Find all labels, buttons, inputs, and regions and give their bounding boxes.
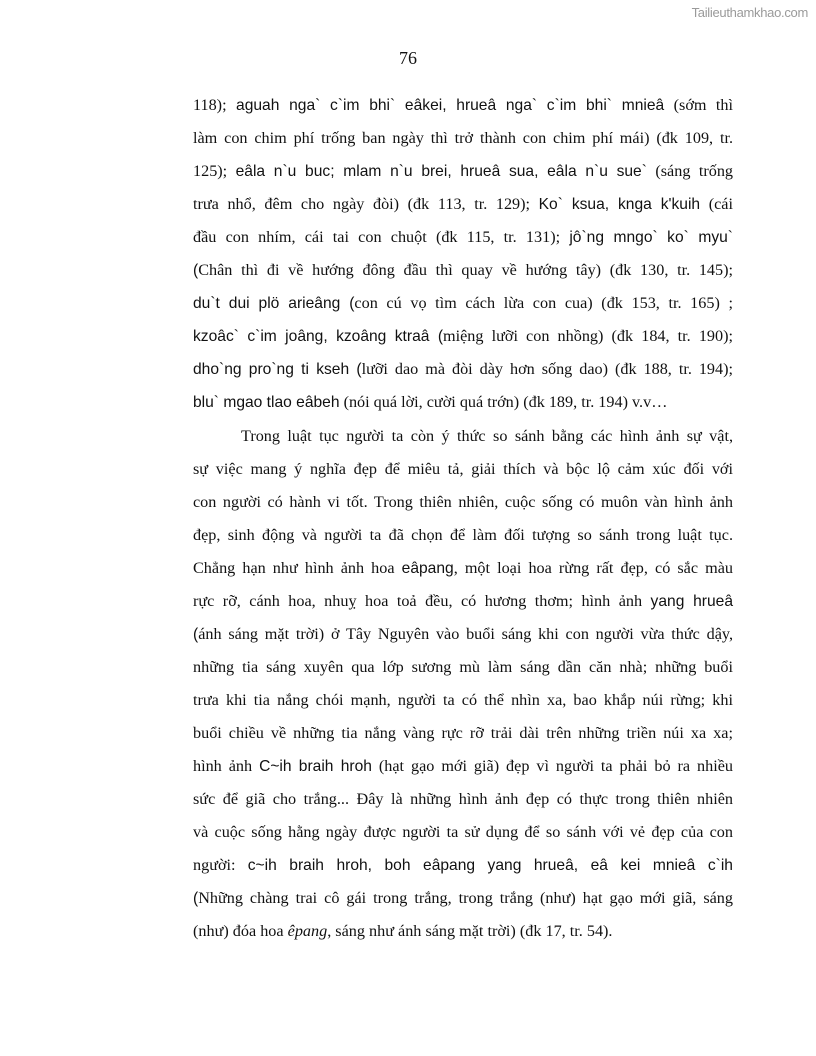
ede-term: ( [193, 890, 199, 907]
text-segment: sức để giã cho trắng... Đây là những hình ảnh đẹp có thực trong thiên nhiên [193, 790, 733, 808]
text-segment: con cú vọ tìm cách lừa con cua) (đk 153, tr. 165) ; [354, 294, 733, 312]
ede-term: aguah nga` c`im bhi` eâkei, hrueâ nga` c`im bhi` mnieâ [236, 97, 665, 114]
text-line [193, 849, 733, 882]
text-segment: (cái [700, 195, 733, 213]
text-segment: (sáng trống [646, 162, 734, 180]
text-segment: , sáng như ánh sáng mặt trời) (đk 17, tr. 54). [327, 922, 613, 940]
text-line [193, 816, 733, 849]
ede-term: C~ih braih hroh [259, 758, 372, 775]
text-segment: (nói quá lời, cười quá trớn) (đk 189, tr. 194) v.v… [339, 393, 668, 411]
ede-term: eâpang [401, 560, 454, 577]
text-line [193, 915, 733, 948]
text-segment: và cuộc sống hằng ngày được người ta sử dụng để so sánh với vẻ đẹp của con [193, 823, 733, 841]
text-segment: êpang [287, 922, 328, 940]
text-segment: đầu con nhím, cái tai con chuột (đk 115, tr. 131); [193, 228, 570, 246]
text-segment: trưa nhổ, đêm cho ngày đòi) (đk 113, tr. 129); [193, 195, 539, 213]
text-line [193, 618, 733, 651]
text-segment: người: [193, 856, 248, 874]
text-line [193, 353, 733, 386]
text-segment: những tia sáng xuyên qua lớp sương mù làm sáng dần căn nhà; những buổi [193, 658, 733, 676]
text-segment: (sớm thì [664, 96, 733, 114]
text-line [241, 420, 733, 453]
text-segment: Chân thì đi về hướng đông đầu thì quay về hướng tây) (đk 130, tr. 145); [198, 261, 733, 279]
text-line [193, 122, 733, 155]
text-line [193, 750, 733, 783]
text-line [193, 882, 733, 915]
text-line [193, 684, 733, 717]
text-line [193, 188, 733, 221]
text-segment: miệng lưỡi con nhồng) (đk 184, tr. 190); [443, 327, 733, 345]
text-line [193, 89, 733, 122]
text-segment: (như) đóa hoa [193, 922, 288, 940]
text-line [193, 254, 733, 287]
text-line [193, 717, 733, 750]
ede-term: blu` mgao tlao eâbeh [193, 394, 340, 411]
text-line [193, 320, 733, 353]
text-segment: con người có hành vi tốt. Trong thiên nhiên, cuộc sống có muôn vàn hình ảnh [193, 493, 733, 511]
text-segment: rực rỡ, cánh hoa, nhuỵ hoa toả đều, có hương thơm; hình ảnh [193, 592, 651, 610]
text-line [193, 386, 733, 419]
ede-term: ( [193, 626, 199, 643]
text-line [193, 519, 733, 552]
ede-term: jô`ng mngo` ko` myu` [569, 229, 733, 246]
text-segment: làm con chim phí trống ban ngày thì trở thành con chim phí mái) (đk 109, tr. [193, 129, 733, 147]
text-line [193, 651, 733, 684]
text-segment: , một loại hoa rừng rất đẹp, có sắc màu [453, 559, 733, 577]
ede-term: yang hrueâ [650, 593, 733, 610]
text-segment: hình ảnh [193, 757, 260, 775]
text-segment: 125); [193, 162, 236, 180]
text-line [193, 287, 733, 320]
ede-term: dho`ng pro`ng ti kseh ( [193, 361, 362, 378]
text-line [193, 585, 733, 618]
text-segment: (hạt gạo mới giã) đẹp vì người ta phải bỏ ra nhiều [371, 757, 733, 775]
text-segment: lưỡi dao mà đòi dày hơn sống dao) (đk 188, tr. 194); [361, 360, 734, 378]
ede-term: du`t dui plö arieâng ( [193, 295, 355, 312]
ede-term: c~ih braih hroh, boh eâpang yang hrueâ, eâ kei mnieâ c`ih [247, 857, 733, 874]
text-segment: 118); [193, 96, 237, 114]
ede-term: Ko` ksua, knga k'kuih [538, 196, 701, 213]
text-segment: Những chàng trai cô gái trong trắng, trong trắng (như) hạt gạo mới giã, sáng [198, 889, 733, 907]
ede-term: ( [193, 262, 199, 279]
text-segment: sự việc mang ý nghĩa đẹp để miêu tả, giải thích và bộc lộ cảm xúc đối với [193, 460, 733, 478]
text-segment: Trong luật tục người ta còn ý thức so sánh bằng các hình ảnh sự vật, [241, 427, 733, 445]
text-line [193, 552, 733, 585]
ede-term: eâla n`u buc; mlam n`u brei, hrueâ sua, eâla n`u sue` [235, 163, 647, 180]
page-number: 76 [399, 48, 417, 68]
text-segment: Chẳng hạn như hình ảnh hoa [193, 559, 402, 577]
text-line [193, 155, 733, 188]
watermark: Tailieuthamkhao.com [691, 5, 808, 20]
text-segment: buổi chiều về những tia nắng vàng rực rỡ trải dài trên những triền núi xa xa; [193, 724, 733, 742]
text-line [193, 221, 733, 254]
ede-term: kzoâc` c`im joâng, kzoâng ktraâ ( [193, 328, 444, 345]
text-line [193, 453, 733, 486]
text-line [193, 486, 733, 519]
text-segment: trưa khi tia nắng chói mạnh, người ta có thể nhìn xa, bao khắp núi rừng; khi [193, 691, 733, 709]
text-segment: ánh sáng mặt trời) ở Tây Nguyên vào buổi sáng khi con người vừa thức dậy, [198, 625, 733, 643]
text-segment: đẹp, sinh động và người ta đã chọn để làm đối tượng so sánh trong luật tục. [193, 526, 733, 544]
text-line [193, 783, 733, 816]
